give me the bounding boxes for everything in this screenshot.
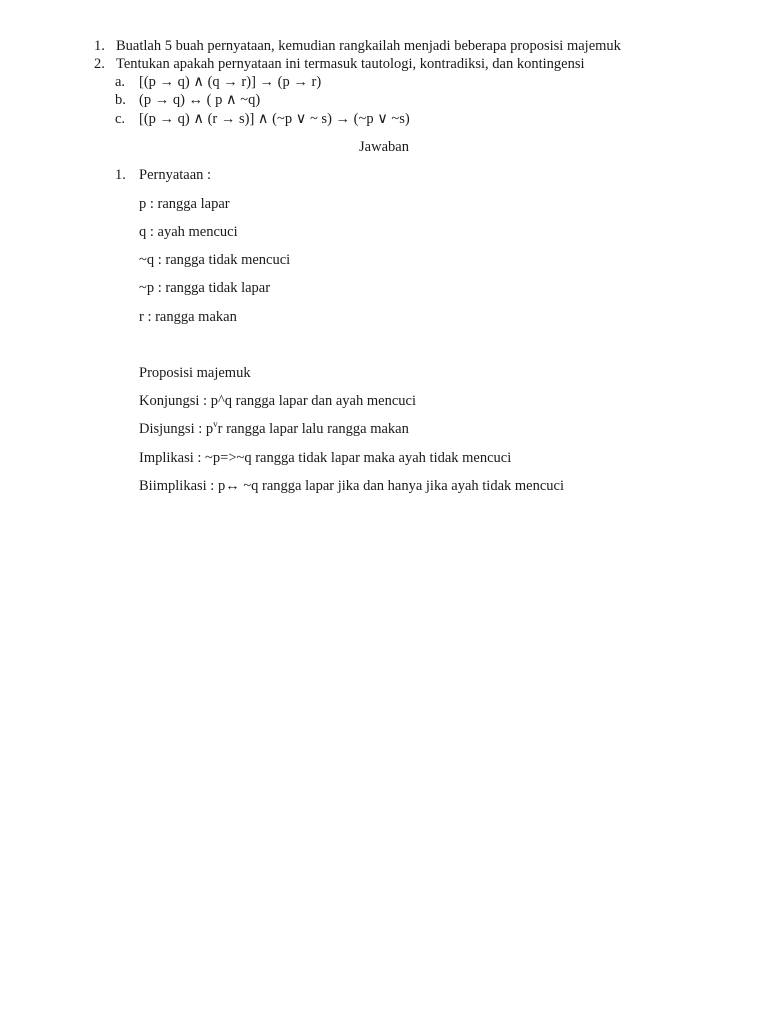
- statement-p: p : rangga lapar: [139, 196, 230, 212]
- subitem-b-formula: (p → q) ↔ ( p ∧ ~q): [139, 92, 261, 108]
- answer-1-heading: Pernyataan :: [139, 167, 212, 183]
- subitem-a-formula: [(p → q) ∧ (q → r)] → (p → r): [139, 74, 322, 90]
- question-2-number: 2.: [94, 56, 105, 72]
- subitem-c-label: c.: [115, 111, 126, 127]
- statement-q: q : ayah mencuci: [139, 224, 238, 240]
- answer-title: Jawaban: [359, 139, 409, 155]
- answer-1-number: 1.: [115, 167, 126, 183]
- question-1-number: 1.: [94, 38, 105, 54]
- disjungsi: [139, 420, 409, 439]
- disjungsi-operator: v: [213, 419, 218, 429]
- statement-r: r : rangga makan: [139, 309, 237, 325]
- statement-not-q: ~q : rangga tidak mencuci: [139, 252, 291, 268]
- subitem-a-label: a.: [115, 74, 126, 90]
- biimplikasi: Biimplikasi : p↔ ~q rangga lapar jika dan hanya jika ayah tidak mencuci: [139, 478, 564, 494]
- disjungsi-prefix: Disjungsi : p: [139, 421, 214, 437]
- konjungsi: Konjungsi : p^q rangga lapar dan ayah mencuci: [139, 393, 416, 409]
- subitem-c-formula: [(p → q) ∧ (r → s)] ∧ (~p ∨ ~ s) → (~p ∨ ~s): [139, 111, 410, 127]
- subitem-b-label: b.: [115, 92, 126, 108]
- disjungsi-text: r rangga lapar lalu rangga makan: [217, 421, 409, 437]
- question-2-text: Tentukan apakah pernyataan ini termasuk tautologi, kontradiksi, dan kontingensi: [116, 56, 585, 72]
- implikasi: Implikasi : ~p=>~q rangga tidak lapar maka ayah tidak mencuci: [139, 450, 512, 466]
- compound-heading: Proposisi majemuk: [139, 365, 251, 381]
- statement-not-p: ~p : rangga tidak lapar: [139, 280, 271, 296]
- question-1-text: Buatlah 5 buah pernyataan, kemudian rangkailah menjadi beberapa proposisi majemuk: [116, 38, 621, 54]
